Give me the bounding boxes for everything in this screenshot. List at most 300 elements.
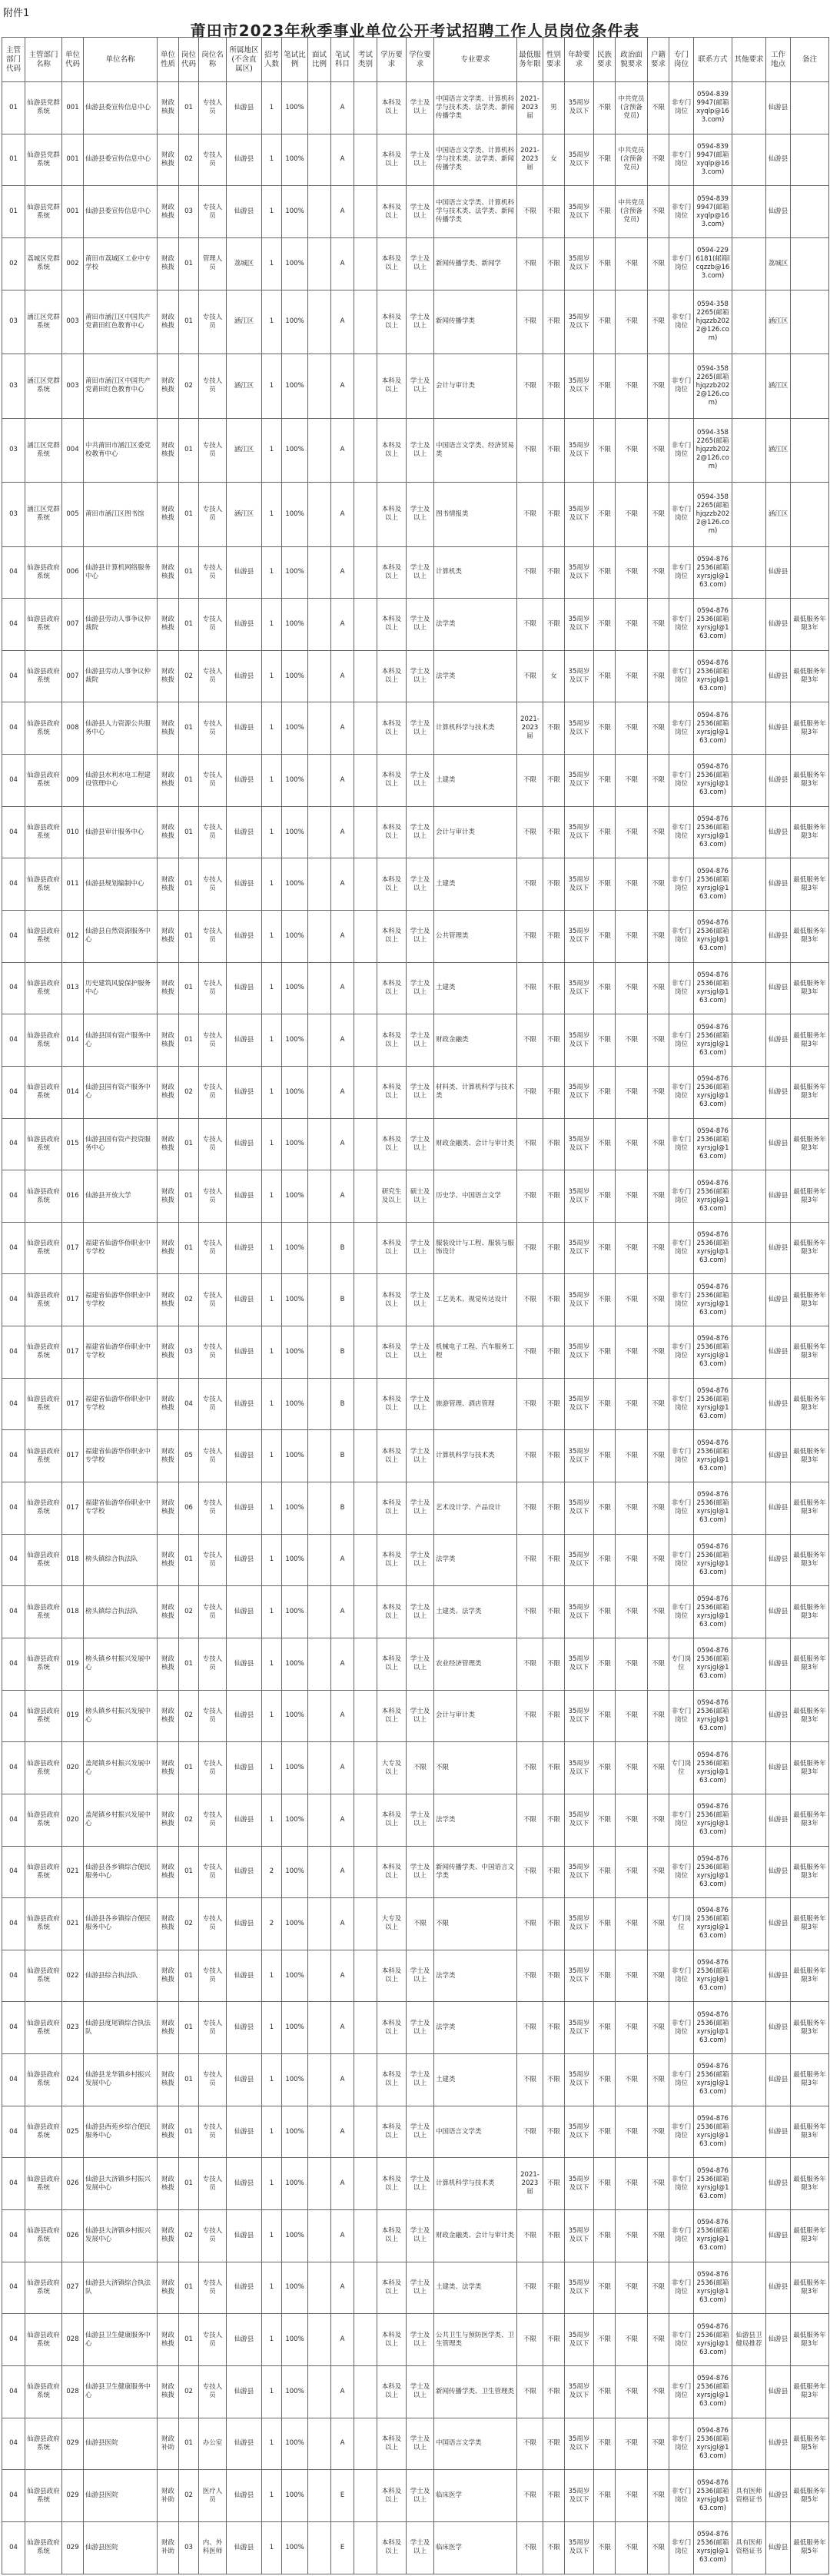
table-cell: B xyxy=(331,1378,354,1430)
table-cell xyxy=(732,2106,766,2158)
table-cell: 不限 xyxy=(648,1638,669,1690)
table-cell: 008 xyxy=(62,702,84,755)
table-cell xyxy=(354,354,377,418)
table-cell: 仙游县政府系统 xyxy=(25,2210,62,2262)
table-cell: 0594-8762536(邮箱xyrsjgl@163.com) xyxy=(694,1066,732,1118)
table-cell: 非专门岗位 xyxy=(669,1586,694,1638)
table-cell: 1 xyxy=(262,354,282,418)
table-cell: 财政核拨 xyxy=(158,1586,179,1638)
table-cell: 财政核拨 xyxy=(158,1014,179,1067)
table-cell: 35周岁及以下 xyxy=(565,1950,594,2002)
table-cell: 本科及以上 xyxy=(377,186,407,238)
table-cell: 非专门岗位 xyxy=(669,2002,694,2054)
table-cell: 0594-8762536(邮箱xyrsjgl@163.com) xyxy=(694,1742,732,1794)
table-cell: A xyxy=(331,546,354,599)
table-cell: 1 xyxy=(262,2210,282,2262)
table-cell xyxy=(354,1482,377,1535)
table-cell: 仙游县 xyxy=(766,82,791,134)
column-header: 年龄要求 xyxy=(565,38,594,82)
table-cell: 02 xyxy=(179,650,199,702)
table-cell: 不限 xyxy=(648,354,669,418)
table-cell: 涵江区党群系统 xyxy=(25,418,62,482)
table-cell: 仙游县各乡镇综合便民服务中心 xyxy=(84,1846,158,1898)
table-cell: 仙游县 xyxy=(227,2521,262,2574)
table-cell: 35周岁及以下 xyxy=(565,2158,594,2210)
table-cell: 仙游县大济镇综合执法队 xyxy=(84,2262,158,2314)
table-cell: 02 xyxy=(179,2365,199,2418)
table-cell: 不限 xyxy=(594,1378,616,1430)
table-cell: 不限 xyxy=(517,2210,543,2262)
table-cell: 本科及以上 xyxy=(377,237,407,290)
table-cell: 不限 xyxy=(594,2106,616,2158)
table-cell: 硕士及以上 xyxy=(407,1170,434,1223)
table-cell: 不限 xyxy=(648,418,669,482)
table-cell: 不限 xyxy=(648,1066,669,1118)
table-cell: 最低服务年限5年 xyxy=(791,2521,829,2574)
table-cell: 不限 xyxy=(648,858,669,911)
table-cell: 仙游县 xyxy=(766,1534,791,1586)
column-header: 单位代码 xyxy=(62,38,84,82)
table-cell xyxy=(308,962,331,1014)
table-cell: 财政核拨 xyxy=(158,237,179,290)
table-cell: 0594-3582265(邮箱hjqzzb2022@126.com) xyxy=(694,483,732,546)
table-cell xyxy=(308,702,331,755)
table-cell: 非专门岗位 xyxy=(669,2158,694,2210)
table-cell: 0594-8762536(邮箱xyrsjgl@163.com) xyxy=(694,650,732,702)
table-cell: 财政核拨 xyxy=(158,1950,179,2002)
table-cell: 04 xyxy=(2,1690,25,1742)
table-cell: 非专门岗位 xyxy=(669,599,694,651)
table-cell: 大专及以上 xyxy=(377,1742,407,1794)
table-cell: 最低服务年限3年 xyxy=(791,1898,829,1950)
table-cell: 100% xyxy=(282,806,308,858)
table-cell: 专技人员 xyxy=(199,2106,227,2158)
table-cell: 100% xyxy=(282,134,308,186)
table-cell: E xyxy=(331,2470,354,2522)
table-cell: 不限 xyxy=(594,2365,616,2418)
table-cell: 财政核拨 xyxy=(158,1794,179,1846)
table-cell: 不限 xyxy=(616,2418,648,2470)
table-cell: 1 xyxy=(262,1378,282,1430)
table-cell: 仙游县 xyxy=(227,1794,262,1846)
table-cell xyxy=(732,1430,766,1482)
table-cell xyxy=(308,1326,331,1379)
table-cell: 01 xyxy=(179,755,199,807)
table-cell: 仙游县 xyxy=(766,2002,791,2054)
table-row xyxy=(2,418,829,482)
table-cell: 仙游县政府系统 xyxy=(25,2470,62,2522)
table-cell xyxy=(732,483,766,546)
table-cell: 中共党员(含预备党员) xyxy=(616,82,648,134)
table-cell: 2 xyxy=(262,1898,282,1950)
table-cell: 仙游县政府系统 xyxy=(25,1118,62,1170)
table-cell: 仙游县 xyxy=(766,1430,791,1482)
table-cell: 最低服务年限3年 xyxy=(791,1274,829,1326)
table-cell xyxy=(732,1794,766,1846)
table-cell xyxy=(732,599,766,651)
table-cell: 1 xyxy=(262,546,282,599)
table-cell xyxy=(732,806,766,858)
table-cell: 不限 xyxy=(543,1430,565,1482)
table-cell: 不限 xyxy=(648,962,669,1014)
table-cell: 新闻传播学类、中国语言文学类 xyxy=(434,1846,517,1898)
table-cell: 不限 xyxy=(517,354,543,418)
table-cell: 最低服务年限3年 xyxy=(791,2054,829,2106)
table-cell: 017 xyxy=(62,1274,84,1326)
table-cell: 学士及以上 xyxy=(407,418,434,482)
table-cell: 1 xyxy=(262,1274,282,1326)
table-cell: 仙游县 xyxy=(227,1170,262,1223)
table-cell: 专技人员 xyxy=(199,599,227,651)
table-cell: A xyxy=(331,1638,354,1690)
table-cell: 仙游县党群系统 xyxy=(25,186,62,238)
table-cell: 仙游县 xyxy=(227,2210,262,2262)
table-cell: 仙游县国有资产服务中心 xyxy=(84,1014,158,1067)
table-cell: A xyxy=(331,650,354,702)
table-cell: 01 xyxy=(179,1118,199,1170)
table-cell: 不限 xyxy=(543,910,565,962)
table-cell: 财政核拨 xyxy=(158,910,179,962)
table-cell: 0594-8762536(邮箱xyrsjgl@163.com) xyxy=(694,2002,732,2054)
table-cell: 本科及以上 xyxy=(377,755,407,807)
table-cell: 学士及以上 xyxy=(407,1430,434,1482)
table-cell: 不限 xyxy=(594,418,616,482)
table-cell: 不限 xyxy=(543,1638,565,1690)
table-cell: 非专门岗位 xyxy=(669,1846,694,1898)
table-cell: 本科及以上 xyxy=(377,1066,407,1118)
table-cell: 仙游县 xyxy=(227,755,262,807)
table-cell: 涵江区 xyxy=(766,290,791,354)
table-cell: 不限 xyxy=(517,962,543,1014)
table-cell xyxy=(354,1846,377,1898)
table-cell: 不限 xyxy=(543,1534,565,1586)
table-cell: A xyxy=(331,2002,354,2054)
table-cell: 不限 xyxy=(594,1170,616,1223)
table-cell: 仙游县政府系统 xyxy=(25,1274,62,1326)
table-cell xyxy=(354,599,377,651)
table-cell: 不限 xyxy=(616,910,648,962)
table-cell: A xyxy=(331,599,354,651)
table-cell: 仙游县政府系统 xyxy=(25,1014,62,1067)
table-cell: 100% xyxy=(282,483,308,546)
table-cell: 学士及以上 xyxy=(407,1846,434,1898)
table-cell: 35周岁及以下 xyxy=(565,1482,594,1535)
table-cell: 图书情报类 xyxy=(434,483,517,546)
table-cell: 非专门岗位 xyxy=(669,910,694,962)
table-cell: 01 xyxy=(179,1534,199,1586)
table-cell: 盖尾镇乡村振兴发展中心 xyxy=(84,1742,158,1794)
table-cell: 02 xyxy=(179,1586,199,1638)
column-header: 主管部门代码 xyxy=(2,38,25,82)
table-cell: 04 xyxy=(2,1170,25,1223)
table-cell: 不限 xyxy=(616,1014,648,1067)
table-cell: 04 xyxy=(2,2314,25,2366)
table-cell: 1 xyxy=(262,2158,282,2210)
table-cell: 非专门岗位 xyxy=(669,354,694,418)
table-cell: 2021-2023届 xyxy=(517,82,543,134)
table-cell: 005 xyxy=(62,483,84,546)
table-cell: A xyxy=(331,1586,354,1638)
table-cell xyxy=(308,1170,331,1223)
table-cell: 35周岁及以下 xyxy=(565,1534,594,1586)
table-cell xyxy=(308,2365,331,2418)
table-cell: 法学类 xyxy=(434,1794,517,1846)
table-cell: 不限 xyxy=(616,1378,648,1430)
table-cell: 学士及以上 xyxy=(407,2054,434,2106)
table-cell: 涵江区 xyxy=(766,354,791,418)
table-cell: 仙游县大济镇乡村振兴发展中心 xyxy=(84,2158,158,2210)
table-cell xyxy=(308,1014,331,1067)
table-cell: 本科及以上 xyxy=(377,2106,407,2158)
table-cell: 仙游县 xyxy=(227,546,262,599)
table-cell: 学士及以上 xyxy=(407,2106,434,2158)
table-cell: 仙游县 xyxy=(227,599,262,651)
table-cell: 014 xyxy=(62,1066,84,1118)
table-cell: 仙游县党群系统 xyxy=(25,82,62,134)
table-cell: 不限 xyxy=(616,546,648,599)
table-cell xyxy=(354,1950,377,2002)
table-cell: 不限 xyxy=(543,1898,565,1950)
table-cell: 仙游县劳动人事争议仲裁院 xyxy=(84,599,158,651)
table-cell xyxy=(354,702,377,755)
table-cell: 018 xyxy=(62,1534,84,1586)
table-cell: 仙游县 xyxy=(766,2314,791,2366)
table-cell: A xyxy=(331,2314,354,2366)
table-cell: 仙游县 xyxy=(227,2002,262,2054)
table-cell: 006 xyxy=(62,546,84,599)
table-cell: 财政核拨 xyxy=(158,186,179,238)
table-cell: 01 xyxy=(179,962,199,1014)
table-cell: 非专门岗位 xyxy=(669,962,694,1014)
table-cell: 仙游县 xyxy=(766,702,791,755)
table-cell: 不限 xyxy=(543,1950,565,2002)
table-cell: 非专门岗位 xyxy=(669,2418,694,2470)
table-cell: 不限 xyxy=(543,2521,565,2574)
table-cell: 学士及以上 xyxy=(407,962,434,1014)
table-row xyxy=(2,1794,829,1846)
table-cell: 不限 xyxy=(616,2262,648,2314)
table-cell: 仙游县 xyxy=(766,599,791,651)
table-cell: 029 xyxy=(62,2418,84,2470)
table-cell: 不限 xyxy=(517,1430,543,1482)
table-cell: 仙游县政府系统 xyxy=(25,1170,62,1223)
table-cell xyxy=(308,1638,331,1690)
table-cell: 盖尾镇乡村振兴发展中心 xyxy=(84,1794,158,1846)
table-cell: 计算机科学与技术类 xyxy=(434,702,517,755)
table-cell: 仙游县政府系统 xyxy=(25,858,62,911)
table-cell: 不限 xyxy=(616,418,648,482)
table-cell: 35周岁及以下 xyxy=(565,1378,594,1430)
table-row xyxy=(2,1586,829,1638)
table-cell: 2021-2023届 xyxy=(517,702,543,755)
table-cell: 不限 xyxy=(648,1222,669,1274)
table-cell: 0594-8762536(邮箱xyrsjgl@163.com) xyxy=(694,1482,732,1535)
table-cell: 专技人员 xyxy=(199,2262,227,2314)
table-cell: A xyxy=(331,1898,354,1950)
table-cell: 03 xyxy=(2,354,25,418)
table-cell: 本科及以上 xyxy=(377,2262,407,2314)
table-cell: 专技人员 xyxy=(199,1898,227,1950)
table-cell: 财政核拨 xyxy=(158,806,179,858)
table-cell: 04 xyxy=(2,2054,25,2106)
table-cell xyxy=(354,1534,377,1586)
table-cell: 仙游县委宣传信息中心 xyxy=(84,134,158,186)
table-cell: 0594-3582265(邮箱hjqzzb2022@126.com) xyxy=(694,354,732,418)
table-cell: 不限 xyxy=(594,2418,616,2470)
table-cell: 不限 xyxy=(648,2158,669,2210)
table-cell: 学士及以上 xyxy=(407,1014,434,1067)
table-cell: 专技人员 xyxy=(199,806,227,858)
table-cell xyxy=(354,290,377,354)
table-row xyxy=(2,1222,829,1274)
table-cell: 非专门岗位 xyxy=(669,1118,694,1170)
table-cell: 0594-8762536(邮箱xyrsjgl@163.com) xyxy=(694,2418,732,2470)
table-cell xyxy=(732,858,766,911)
table-cell: 1 xyxy=(262,2314,282,2366)
table-cell: 100% xyxy=(282,82,308,134)
table-cell: 财政核拨 xyxy=(158,82,179,134)
table-cell: 007 xyxy=(62,599,84,651)
table-cell xyxy=(308,418,331,482)
table-cell: 福建省仙游华侨职业中专学校 xyxy=(84,1274,158,1326)
table-cell: 100% xyxy=(282,1690,308,1742)
table-cell: 不限 xyxy=(517,237,543,290)
table-cell xyxy=(791,237,829,290)
table-cell: 非专门岗位 xyxy=(669,1274,694,1326)
column-header: 联系方式 xyxy=(694,38,732,82)
table-cell: 04 xyxy=(2,2418,25,2470)
table-cell: 不限 xyxy=(594,1898,616,1950)
table-cell: 1 xyxy=(262,418,282,482)
table-cell: 本科及以上 xyxy=(377,806,407,858)
table-cell: 不限 xyxy=(517,1014,543,1067)
table-cell: 35周岁及以下 xyxy=(565,290,594,354)
table-cell: 最低服务年限3年 xyxy=(791,1742,829,1794)
table-cell xyxy=(732,1638,766,1690)
table-cell: 0594-8762536(邮箱xyrsjgl@163.com) xyxy=(694,1690,732,1742)
table-cell: B xyxy=(331,1274,354,1326)
table-cell: 04 xyxy=(2,1950,25,2002)
table-row xyxy=(2,546,829,599)
table-cell: 100% xyxy=(282,1222,308,1274)
table-cell: 04 xyxy=(2,1014,25,1067)
table-cell: 003 xyxy=(62,290,84,354)
table-cell: 011 xyxy=(62,858,84,911)
table-cell: 不限 xyxy=(616,1274,648,1326)
table-row xyxy=(2,1690,829,1742)
table-cell: 不限 xyxy=(648,2521,669,2574)
table-cell: 仙游县 xyxy=(766,1690,791,1742)
table-cell: 中国语言文学类、经济贸易类 xyxy=(434,418,517,482)
table-cell xyxy=(354,82,377,134)
table-cell xyxy=(308,2158,331,2210)
table-cell: 最低服务年限3年 xyxy=(791,1482,829,1535)
table-cell: 不限 xyxy=(648,1534,669,1586)
table-cell: 不限 xyxy=(648,290,669,354)
table-cell: A xyxy=(331,702,354,755)
table-row xyxy=(2,599,829,651)
table-cell: 财政核拨 xyxy=(158,2365,179,2418)
table-cell: 35周岁及以下 xyxy=(565,82,594,134)
table-cell: 028 xyxy=(62,2314,84,2366)
table-cell: 1 xyxy=(262,1430,282,1482)
table-cell: 不限 xyxy=(543,1014,565,1067)
table-cell xyxy=(308,2314,331,2366)
table-cell: 仙游县 xyxy=(766,1118,791,1170)
table-cell: 35周岁及以下 xyxy=(565,702,594,755)
table-cell: 不限 xyxy=(517,806,543,858)
table-cell: 专技人员 xyxy=(199,1586,227,1638)
table-cell: 1 xyxy=(262,237,282,290)
table-cell xyxy=(732,418,766,482)
table-cell xyxy=(732,354,766,418)
column-header: 学位要求 xyxy=(407,38,434,82)
table-cell xyxy=(354,1586,377,1638)
table-cell: 最低服务年限3年 xyxy=(791,1690,829,1742)
table-cell xyxy=(308,599,331,651)
table-cell: 35周岁及以下 xyxy=(565,418,594,482)
table-cell: 仙游县委宣传信息中心 xyxy=(84,82,158,134)
table-cell: 学士及以上 xyxy=(407,1066,434,1118)
table-cell: 服装设计与工程、服装与服饰设计 xyxy=(434,1222,517,1274)
table-cell: 01 xyxy=(179,1170,199,1223)
table-cell: 仙游县政府系统 xyxy=(25,2418,62,2470)
table-cell: 专技人员 xyxy=(199,1638,227,1690)
table-cell: 04 xyxy=(2,599,25,651)
table-cell: 不限 xyxy=(648,1794,669,1846)
table-row xyxy=(2,650,829,702)
table-cell: 中共党员(含预备党员) xyxy=(616,186,648,238)
table-cell: 不限 xyxy=(594,354,616,418)
table-cell: 0594-8762536(邮箱xyrsjgl@163.com) xyxy=(694,2365,732,2418)
table-cell: 不限 xyxy=(517,2314,543,2366)
table-cell: 不限 xyxy=(648,806,669,858)
table-cell: 本科及以上 xyxy=(377,1274,407,1326)
table-cell: 仙游县大济镇乡村振兴发展中心 xyxy=(84,2210,158,2262)
table-cell xyxy=(308,1690,331,1742)
table-cell xyxy=(308,1378,331,1430)
table-cell: 会计与审计类 xyxy=(434,806,517,858)
table-cell: 02 xyxy=(179,354,199,418)
table-cell: 专技人员 xyxy=(199,2002,227,2054)
table-cell: 非专门岗位 xyxy=(669,1690,694,1742)
table-cell: 001 xyxy=(62,186,84,238)
table-cell: 学士及以上 xyxy=(407,755,434,807)
table-cell: 仙游县 xyxy=(766,1586,791,1638)
table-cell: 涵江区 xyxy=(227,290,262,354)
table-cell xyxy=(732,2365,766,2418)
table-cell: 100% xyxy=(282,962,308,1014)
table-cell: 非专门岗位 xyxy=(669,702,694,755)
table-cell xyxy=(308,546,331,599)
table-cell: 非专门岗位 xyxy=(669,2521,694,2574)
table-cell: 仙游县 xyxy=(766,858,791,911)
table-cell: 非专门岗位 xyxy=(669,1014,694,1067)
table-cell xyxy=(354,1326,377,1379)
table-cell: 女 xyxy=(543,134,565,186)
table-cell: 019 xyxy=(62,1638,84,1690)
table-cell: 非专门岗位 xyxy=(669,2365,694,2418)
table-cell xyxy=(732,2054,766,2106)
table-cell: 0594-8762536(邮箱xyrsjgl@163.com) xyxy=(694,1898,732,1950)
table-cell: 不限 xyxy=(594,1118,616,1170)
page-title: 莆田市2023年秋季事业单位公开考试招聘工作人员岗位条件表 xyxy=(190,22,640,40)
table-cell xyxy=(354,806,377,858)
table-cell: 01 xyxy=(179,290,199,354)
table-cell: 04 xyxy=(2,2158,25,2210)
table-cell: 财政核拨 xyxy=(158,1274,179,1326)
table-cell: 福建省仙游华侨职业中专学校 xyxy=(84,1378,158,1430)
